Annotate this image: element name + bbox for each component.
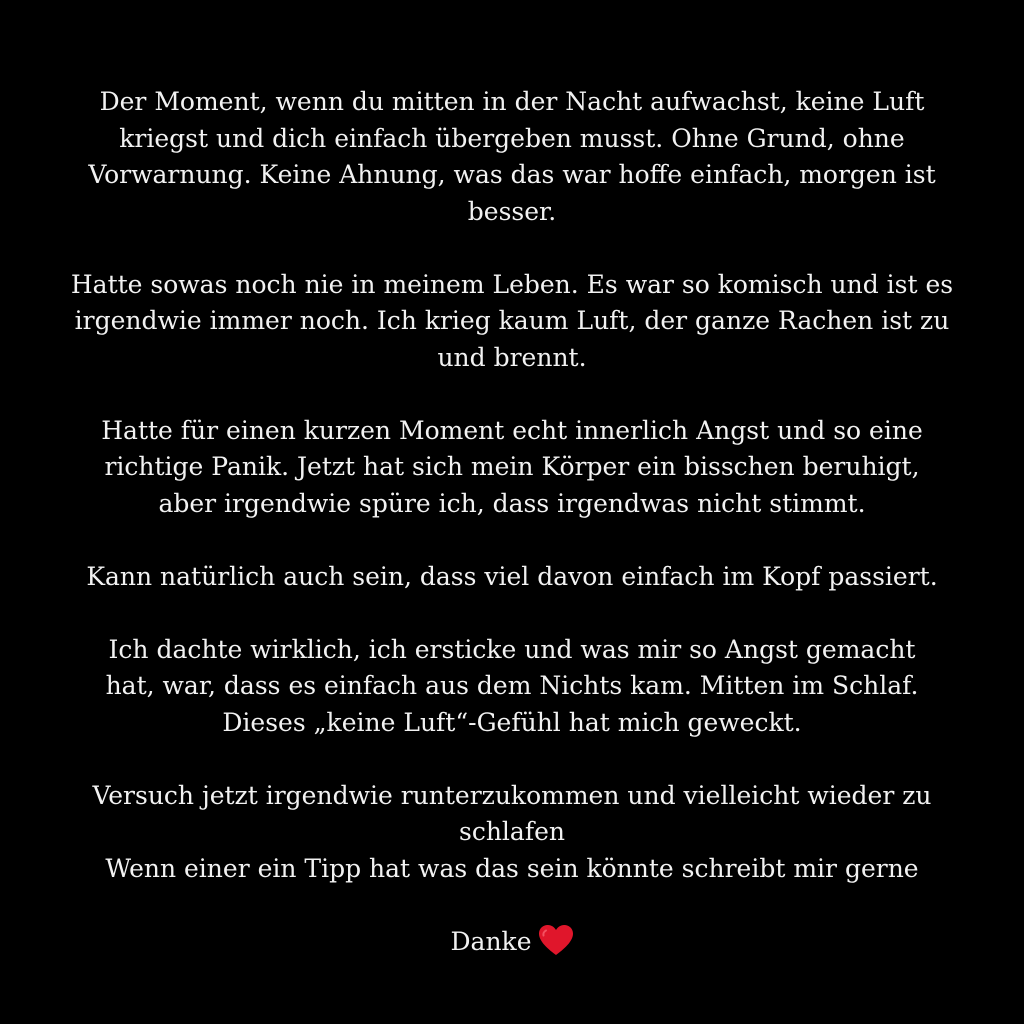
paragraph-6 — [36, 778, 988, 888]
paragraph-3 — [36, 413, 988, 523]
text-line: Versuch jetzt irgendwie runterzukommen und vielleicht wieder zu — [92, 780, 932, 810]
text-line: Vorwarnung. Keine Ahnung, was das war hoffe einfach, morgen ist — [88, 160, 936, 189]
paragraph-4 — [36, 559, 988, 596]
text-line: irgendwie immer noch. Ich krieg kaum Luft, der ganze Rachen ist zu — [74, 306, 950, 335]
text-line: richtige Panik. Jetzt hat sich mein Körper ein bisschen beruhigt, — [104, 452, 920, 481]
text-line: und brennt. — [437, 342, 587, 372]
text-line: Der Moment, wenn du mitten in der Nacht aufwachst, keine Luft — [99, 87, 925, 116]
red-heart-icon — [538, 924, 574, 956]
text-line: aber irgendwie spüre ich, dass irgendwas nicht stimmt. — [158, 488, 866, 518]
paragraph-5 — [36, 632, 988, 742]
text-line: schlafen — [459, 817, 565, 846]
text-line: Ich dachte wirklich, ich ersticke und was mir so Angst gemacht — [108, 634, 916, 664]
closing-line — [36, 924, 988, 961]
text-line: Kann natürlich auch sein, dass viel davon einfach im Kopf passiert. — [86, 561, 938, 591]
text-line: Wenn einer ein Tipp hat was das sein könnte schreibt mir gerne — [105, 853, 919, 883]
text-line: besser. — [467, 196, 557, 226]
paragraph-2 — [36, 267, 988, 377]
text-line: Hatte für einen kurzen Moment echt innerlich Angst und so eine — [101, 415, 923, 445]
text-line: Hatte sowas noch nie in meinem Leben. Es war so komisch und ist es — [70, 269, 954, 299]
thanks-text: Danke — [450, 926, 532, 956]
text-line: kriegst und dich einfach übergeben musst. Ohne Grund, ohne — [119, 123, 905, 153]
paragraph-1 — [36, 84, 988, 230]
text-line: hat, war, dass es einfach aus dem Nichts kam. Mitten im Schlaf. — [105, 671, 919, 700]
text-line: Dieses „keine Luft“-Gefühl hat mich geweckt. — [222, 707, 802, 737]
story-text — [0, 84, 1024, 997]
